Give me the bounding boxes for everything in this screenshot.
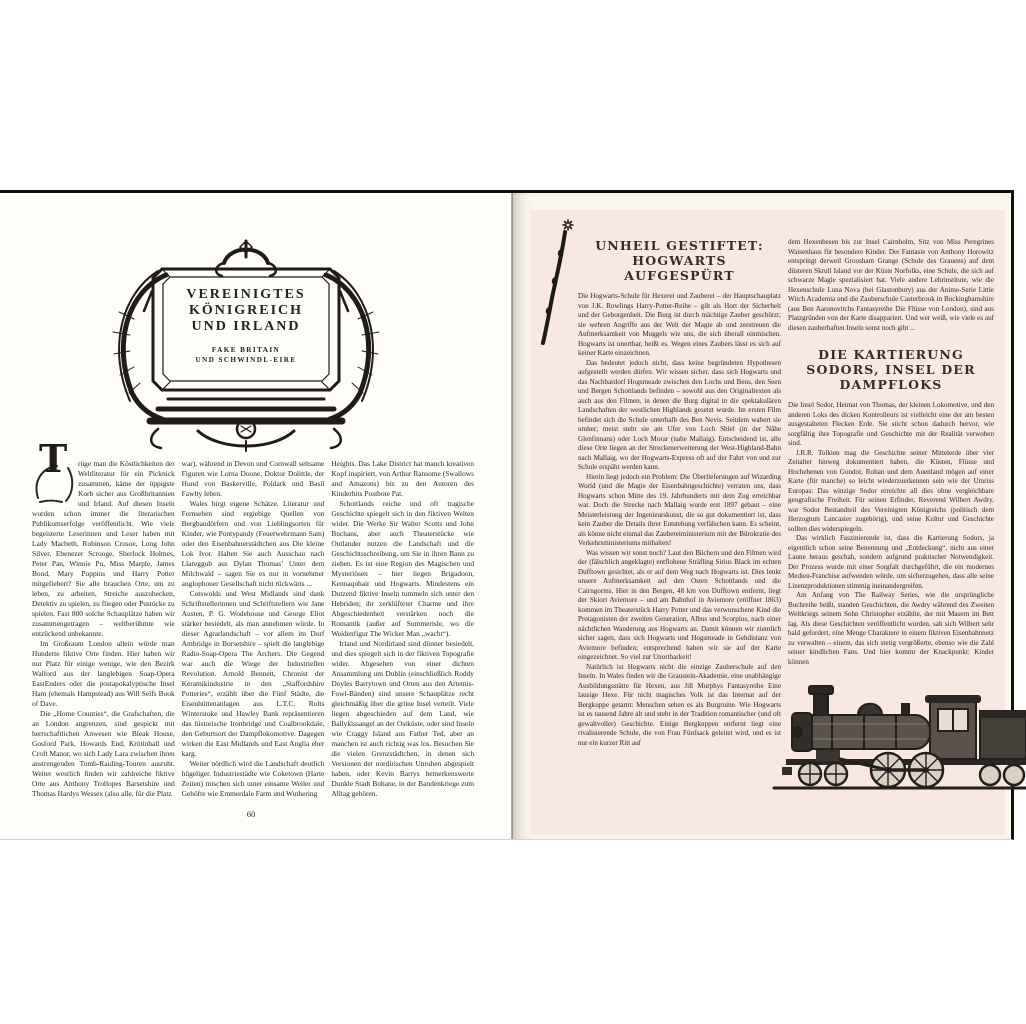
crest-subtitle-line: FAKE BRITAIN — [211, 346, 281, 354]
left-page-text — [32, 436, 475, 811]
locomotive-illustration — [774, 675, 1026, 793]
page-number: 60 — [246, 809, 256, 819]
text-column-2 — [182, 459, 325, 811]
crest-title-line: KÖNIGREICH — [188, 303, 304, 318]
crest-title-line: VEREINIGTES — [186, 287, 306, 302]
heading-line: DIE KARTIERUNG — [818, 347, 964, 362]
left-page — [0, 193, 512, 839]
ornate-dropcap — [32, 436, 74, 504]
paragraph: Was wissen wir sonst noch? Laut den Büchern und den Filmen wird der (fälschlich angeklagte) entflohene Sträfling Sirius Black im echten Dufftown gesichtet, als er auf dem Weg nach Hogwarts ist. Dies lenkt unsere Aufmerksamkeit auf den Osten Schottlands und die Cairngorms. Hier in den Bergen, 48 km von Dufftown entfernt, liegt der Skiort Aviemore – und am Bahnhof in Aviemore (eröffnet 1863) kommen im Theaterstück Harry Potter und das verwunschene Kind die Protagonisten der zweiten Generation, Albus und Scorpius, nach einer nächtlichen Wanderung aus Hogwarts an. Damit können wir ziemlich sicher sagen, dass sich Hogwarts und Hogsmeade in Gehdistanz von Aviemore befinden; entsprechend haben wir sie auf der Karte eingezeichnet. So viel zur Unortbarkeit! — [578, 548, 781, 661]
section-heading-sodor — [788, 347, 994, 392]
heading-line: DAMPFLOKS — [839, 377, 943, 392]
paragraph: Die Hogwarts-Schule für Hexerei und Zauberei – der Hauptschauplatz von J.K. Rowlings Harry-Potter-Reihe – gilt als Hort der Sicherheit und der Geborgenheit. Die Burg ist durch mächtige Zauber geschützt; sie wehren Angriffe aus der Welt der Magie ab und zerstreuen die Aufmerksamkeit von Muggels wie uns, die sich überall einmischen. Hogwarts ist unortbar, heißt es. Wegen eines Zaubers lässt es sich auf keiner Karte einzeichnen. — [578, 292, 781, 357]
right-column-2 — [788, 238, 994, 793]
paragraph: dem Hexenbesen bis zur Insel Cairnholm, Sitz von Miss Peregrines Waisenhaus für besondere Kinder. Der Fantasie von Anthony Horowitz entspringt derweil Groosham Grange (Schule des Grauens) auf dem düsteren Skrull Island vor der Küste Norfolks, eine Schule, die sich auf schwarze Magie spezialisiert hat. Viele andere Lehrinstitute, wie die Hexenschule Luna Nova (bei Glastonbury) aus der Anime-Serie Little Witch Academia und die Zauberschule Casterbrook in Buckinghamshire (aus Ben Aaronovitchs Fantasyreihe Die Flüsse von London), sind aus Platzgründen von der Karte disappariert. Und wer weiß, wie viele es auf diesen zauberhaften Inseln sonst noch gibt ... — [788, 238, 994, 332]
paragraph: Irland und Nordirland sind dünner besiedelt, und dies spiegelt sich in der fiktiven Topografie wider. Abgesehen von einer dichten Ansammlung um Dublin (einschließlich Roddy Doyles Barrytown und Orten aus den Artemis-Fowl-Bänden) sind unsere Schauplätze recht gleichmäßig über die grüne Insel verteilt. Viele liegen abgeschieden auf dem Land, wie Ballykissangel an der Ostküste, oder sind Inseln wie Craggy Island aus Father Ted, aber an manchen ist auch richtig was los. Besuchen Sie die vielen Grenzstädtchen, in denen sich Versionen der nordirischen Unruhen abgespielt haben, oder Kevin Barrys bemerkenswerte Dunkle Stadt Bohane, in der Bandenkriege zum Alltag gehören. — [331, 639, 475, 798]
paragraph: rüge man die Köstlichkeiten der Weltliteratur für ein Picknick zusammen, käme der üppigste Korb sicher aus Großbritannien und Irland. Auf diesen Inseln wurden schon immer die literarischen Publikumserfolge veröffentlicht. Wie viele begeisterte Leserinnen und Leser haben mit Lady Macbeth, Robinson Crusoe, Long John Silver, Ebenezer Scrooge, Sherlock Holmes, Peter Pan, Winnie Pu, Miss Marple, James Bond, Mary Poppins und Harry Potter mitgefiebert? Sie alle brauchen Orte, um zu leben, zu arbeiten, Streiche auszuhecken, Detektiv zu spielen, zu fliegen oder Pustöcke zu spielen. Fast 800 solche Schauplätze haben wir zusammengetragen – weltberühmte wie entzückend unbekannte. — [32, 459, 175, 638]
heading-line: HOGWARTS — [632, 253, 727, 268]
text-column-3 — [331, 459, 474, 811]
heading-line: UNHEIL GESTIFTET: — [595, 238, 764, 253]
column-paragraphs — [788, 401, 994, 667]
paragraph: Weiter nördlich wird die Landschaft deutlich hügeliger. Industriestädte wie Coketown (Harte Zeiten) mischen sich unter einsame Weiler und Gehöfte wie Emmerdale Farm und Wuthering — [181, 759, 325, 798]
right-page — [513, 193, 1011, 839]
magic-wand-icon — [534, 216, 576, 346]
paragraph: Hierin liegt jedoch ein Problem: Die Überlieferungen auf Wizarding World (und die Magie der Eisenbahngeschichte) verraten uns, dass Hogwarts schon Mitte des 19. Jahrhunderts mit dem Zug erreichbar war. Doch die Strecke nach Mallaig wurde erst 1897 gebaut – eine Meisterleistung der Ingenieurskunst, die so gut dokumentiert ist, dass kein Zauber die Details ihrer Entstehung verfälschen kann. Es scheint, als könne nicht einmal das Zaubereiministerium mit der Bürokratie des Verkehrsministeriums mithalten! — [578, 472, 781, 547]
book-spread — [0, 190, 1014, 840]
paragraph: Die Insel Sodor, Heimat von Thomas, der kleinen Lokomotive, und den anderen Loks des dicken Kontrolleurs ist vielleicht eine der am besten ausgestalteten Flecken Erde. Sie sticht schon dadurch hervor, wie sorgfältig ihre Topografie und Geschichte mit der Realität verwoben sind. — [788, 401, 994, 447]
paragraph: Natürlich ist Hogwarts nicht die einzige Zauberschule auf den Inseln. In Wales finden wir die Graustein-Akademie, eine unabhängige Ausbildungsstätte für Hexen, aus Jill Murphys Fantasyreihe Eine lausige Hexe. Für nicht magisches Volk ist das Internat auf der Bergkuppe getarnt: Menschen sehen es als Burgruine. Wie Hogwarts ist es tausend Jahre alt und steht in der Tradition romantischer (und oft gewaltvoller) Geschichte. Einige Bergkuppen entfernt liegt eine rivalisierende Schule, die von Frau Fünfsack geleitet wird, und es ist nur ein kurzer Ritt auf — [578, 662, 781, 747]
section-heading-hogwarts — [578, 238, 781, 283]
crest-title-line: UND IRLAND — [191, 319, 301, 334]
crest-illustration — [100, 233, 392, 451]
paragraph: Cotswolds und West Midlands sind dank Schriftstellerinnen und Schriftstellern wie Jane Austen, P. G. Wodehouse und George Eliot stärker besiedelt, als man annehmen würde. In dieser Agrarlandschaft – vor allem im Dorf Ambridge in Borsetshire – spielt die langlebige Radio-Soap-Opera The Archers. Die Gegend war auch die Wiege der Industriellen Revolution. Arnold Bennett, Chronist der Keramikindustrie in den „Staffordshire Potteries“, erzählt über die Fünf Städte, die Eisenhüttenanlagen aus L.T.C. Rolts Winterstoke und Hawley Bank repräsentieren das historische Ironbridge und Coalbrookdale, den Geburtsort der Dampflokomotive. Dagegen wirken die East Midlands und East Anglia eher karg. — [181, 589, 325, 758]
paragraph: J.R.R. Tolkien mag die Geschichte seiner Mittelerde über vier Zeitalter hinweg dokumentiert haben, die Küsten, Flüsse und Hochebenen von Gondor, Rohan und dem Auenland mögen auf einer Karte (für manche) so leicht wiederzuerkennen sein wie der Umriss Europas: Das winzige Sodor erreichte all dies ohne vergleichbare geografische Freiheit. Für seinen Erfinder, Reverend Wilbert Awdry, war Sodor Bestandteil des Vereinigten Königreichs (politisch dem Herzogtum Lancaster zugehörig), und seine Kultur und Geschichte sollten dies widerspiegeln. — [788, 448, 994, 533]
heading-line: SODORS, INSEL DER — [806, 362, 976, 377]
column-paragraphs — [32, 459, 175, 799]
paragraph: Heights. Das Lake District hat manch kreativen Kopf inspiriert, von Arthur Ransome (Swallows and Amazons) bis zu den Autoren des Kinderhits Postbote Pat. — [331, 459, 475, 498]
paragraph: Das bedeutet jedoch nicht, dass keine begründeten Hypothesen aufgestellt werden dürfen. Wir wissen sicher, dass sich Hogwarts und das Nachbardorf Hogsmeade zwischen den Lochs und Bens, den Seen und Bergen Schottlands befinden – sowohl aus den Originaltexten als auch aus den Filmen, in denen die Burg digital in die spektakulären Landschaften der westlichen Highlands gesetzt wurde. Im ersten Film befindet sich die Schule unterhalb des Ben Nevis. Seitdem wabert sie umher; meist steht sie am Ufer von Loch Shiel (in der Nähe Glenfinnans) oder Loch Morar (nahe Mallaig). Entscheidend ist, alle diese Orte liegen an der Streckenerweiterung der West-Highland-Bahn nach Mallaig, wo der Hogwarts-Express oft auf der Fahrt von und zur Schule erspäht werden kann. — [578, 358, 781, 471]
paragraph: Die „Home Counties“, die Grafschaften, die an London angrenzen, sind gespickt mit herrschaftlichen Anwesen wie Bleak House, Gosford Park, Howards End, Krötinhall und Croft Manor, wo sich Lady Lara zwischen ihren anstrengenden Tomb-Raiding-Touren ausruht. Weiter westlich finden wir zahlreiche fiktive Orte aus Anthony Trollopes Barsetshire und Thomas Hardys Wessex (also alle, für die Platz — [32, 709, 175, 798]
pink-panel — [530, 210, 1005, 835]
right-column-1 — [578, 238, 781, 748]
dropcap-letter: T — [39, 436, 68, 481]
paragraph: Im Großraum London allein würde man Hunderte fiktive Orte finden. Hier haben wir nur Platz für einige wenige, wie den Bezirk Walford aus der langlebigen Soap-Opera EastEnders oder die postapokalyptische Insel Ham (ehemals Hampstead) aus Will Selfs Book of Dave. — [32, 639, 175, 708]
paragraph: Wales birgt eigene Schätze. Literatur und Fernsehen sind ergiebige Quellen von Bergbaudörfern und von Lieblingsorten für Kinder, wie Pontypandy (Feuerwehrmann Sam) oder den Eisenbahnerstädtchen aus Die kleine Lok Ivor. Halten Sie auch Ausschau nach Llareggub aus Dylan Thomas’ Unter dem Milchwald – sagen Sie es nur in vornehmer anglophoner Gesellschaft nicht rückwärts ... — [181, 499, 325, 588]
text-column-1 — [32, 436, 175, 811]
paragraph: Das wirklich Faszinierende ist, dass die Kartierung Sodors, ja eigentlich schon seine Benennung und „Entdeckung“, nicht aus einer Laune heraus geschah, sondern aufgrund praktischer Notwendigkeit. Der Prozess wurde mit einer Sorgfalt durchgeführt, die ein modernes Medien-Franchise aufwenden würde, um sicherzugehen, dass alle seine Lizenzproduktionen stimmig ineinandergreifen. — [788, 534, 994, 590]
paragraph: war), während in Devon und Cornwall seltsame Figuren wie Lorna Doone, Doktor Dolittle, der Hund von Baskerville, Poldark und Basil Fawlty leben. — [181, 459, 325, 498]
heading-line: AUFGESPÜRT — [624, 268, 735, 283]
column-paragraphs — [331, 459, 474, 799]
column-paragraphs — [182, 459, 325, 799]
column-paragraphs — [578, 292, 781, 748]
paragraph: Am Anfang von The Railway Series, wie die ursprüngliche Buchreihe heißt, standen Geschichten, die Awdry während des Zweiten Weltkriegs seinem Sohn Christopher erzählte, der mit Masern im Bett lag. Als diese Geschichten veröffentlicht wurden, sah sich Wilbert sehr bald gefordert, eine Menge Charaktere in einem fiktiven Eisenbahnnetz zu verwalten – einem, das sich stetig vergrößerte, ebenso wie die Zahl seiner kindlichen Fans. Und hier kommt der Knackpunkt: Kinder können — [788, 591, 994, 666]
paragraph: Schottlands reiche und oft tragische Geschichte spiegelt sich in den fiktiven Welten wider. Die Werke Sir Walter Scotts und John Buchans, aber auch Theaterstücke wie Outlander nutzen die Landschaft und die Geschichtsschreibung, um Sie in ihren Bann zu ziehen. Es ist eine Region des Magischen und Mysteriösen – hier liegen Brigadoon, Kennaquhair und Hogwarts. Mindestens ein Dutzend fiktive Inseln tummeln sich unter den Hebriden; ihr zerklüfteter Charme und ihre Abgeschiedenheit verstärken noch die Romantik (außer auf Summerisle, wo die Weidenfigur The Wicker Man „wacht“). — [331, 499, 475, 638]
crest-frame-art — [100, 233, 392, 451]
column-paragraphs — [788, 238, 994, 333]
crest-subtitle-line: UND SCHWINDL-EIRE — [195, 356, 297, 364]
